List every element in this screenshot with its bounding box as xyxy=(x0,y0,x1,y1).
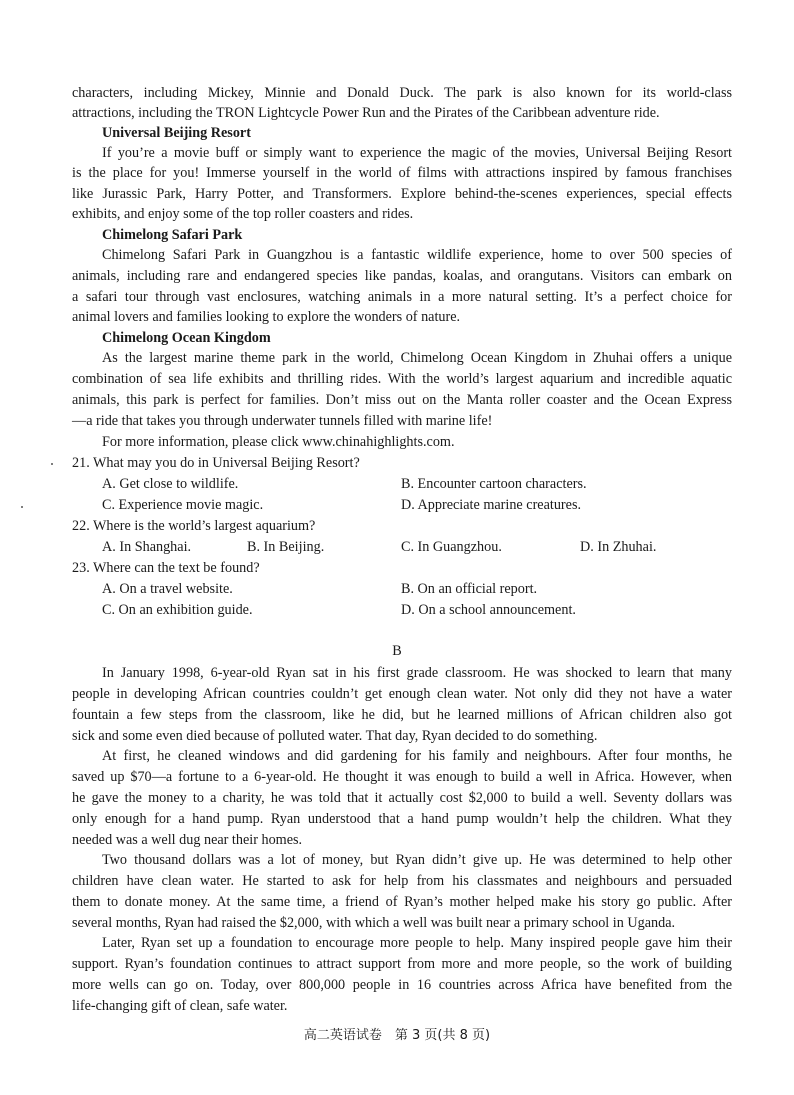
universal-text-line: exhibits, and enjoy some of the top roller coasters and rides. xyxy=(72,206,414,222)
passage-b-line: Two thousand dollars was a lot of money, but Ryan didn’t give up. He was determined to help other xyxy=(102,852,732,868)
question-23-option-b[interactable]: B. On an official report. xyxy=(401,581,538,597)
passage-b-line: fountain a few steps from the classroom, like he did, but he learned millions of African children also got xyxy=(72,707,732,723)
passage-b-line: several months, Ryan had raised the $2,000, with which a well was built near a primary school in Uganda. xyxy=(72,915,676,931)
scan-dot xyxy=(51,463,53,465)
passage-b-line: needed was a well dug near their homes. xyxy=(72,832,303,848)
section-heading-ocean: Chimelong Ocean Kingdom xyxy=(102,330,271,346)
passage-b-line: sick and some even died because of polluted water. That day, Ryan decided to do something. xyxy=(72,728,598,744)
question-21-option-c[interactable]: C. Experience movie magic. xyxy=(102,497,264,513)
page-footer: 高二英语试卷 第 3 页(共 8 页) xyxy=(303,1028,491,1043)
universal-text-line: like Jurassic Park, Harry Potter, and Transformers. Explore behind-the-scenes experiences, special effects xyxy=(72,186,732,202)
safari-text-line: Chimelong Safari Park in Guangzhou is a fantastic wildlife experience, home to over 500 species of xyxy=(102,247,732,263)
question-21-option-a[interactable]: A. Get close to wildlife. xyxy=(102,476,239,492)
question-22-option-a[interactable]: A. In Shanghai. xyxy=(102,539,192,555)
safari-text-line: animal lovers and families looking to explore the wonders of nature. xyxy=(72,309,461,325)
question-21-option-d[interactable]: D. Appreciate marine creatures. xyxy=(401,497,582,513)
passage-b-line: Later, Ryan set up a foundation to encourage more people to help. Many inspired people gave him their xyxy=(102,935,732,951)
passage-b-line: more wells can go on. Today, over 800,000 people in 16 countries across Africa have benefited from the xyxy=(72,977,732,993)
question-21-option-b[interactable]: B. Encounter cartoon characters. xyxy=(401,476,587,492)
safari-text-line: a safari tour through vast enclosures, watching animals in a more natural setting. It’s a perfect choice for xyxy=(72,289,732,305)
section-heading-safari: Chimelong Safari Park xyxy=(102,227,243,243)
question-23-option-d[interactable]: D. On a school announcement. xyxy=(401,602,576,618)
ocean-text-line: As the largest marine theme park in the world, Chimelong Ocean Kingdom in Zhuhai offers a unique xyxy=(102,350,732,366)
passage-b-line: people in developing African countries couldn’t get enough clean water. Not only did they not have a water xyxy=(72,686,732,702)
question-22-stem: 22. Where is the world’s largest aquarium? xyxy=(72,518,316,534)
universal-text-line: If you’re a movie buff or simply want to experience the magic of the movies, Universal Beijing Resort xyxy=(102,145,732,161)
ocean-text-line: animals, this park is perfect for families. Don’t miss out on the Manta roller coaster and the Ocean Express xyxy=(72,392,732,408)
universal-text-line: is the place for you! Immerse yourself in the world of films with attractions inspired by famous franchises xyxy=(72,165,732,181)
passage-a-intro-line: characters, including Mickey, Minnie and Donald Duck. The park is also known for its world-class xyxy=(72,85,732,101)
more-info-link-text: For more information, please click www.chinahighlights.com. xyxy=(102,434,455,450)
question-21-stem: 21. What may you do in Universal Beijing Resort? xyxy=(72,455,360,471)
passage-b-line: support. Ryan’s foundation continues to attract support from more and more people, so the work of building xyxy=(72,956,732,972)
passage-b-line: life-changing gift of clean, safe water. xyxy=(72,998,288,1014)
passage-b-line: saved up $70—a fortune to a 6-year-old. He thought it was enough to build a well in Africa. However, when xyxy=(72,769,732,785)
question-23-stem: 23. Where can the text be found? xyxy=(72,560,260,576)
ocean-text-line: combination of sea life exhibits and thrilling rides. With the world’s largest aquarium and incredible aquatic xyxy=(72,371,732,387)
passage-b-line: children have clean water. He started to ask for help from his classmates and neighbours and persuaded xyxy=(72,873,732,889)
passage-b-line: At first, he cleaned windows and did gardening for his family and neighbours. After four months, he xyxy=(102,748,732,764)
passage-a-intro-line: attractions, including the TRON Lightcycle Power Run and the Pirates of the Caribbean adventure ride. xyxy=(72,105,660,121)
passage-b-line: he gave the money to a charity, he was told that it actually cost $2,000 to build a well. Seventy dollars was xyxy=(72,790,732,806)
ocean-text-line: —a ride that takes you through underwater tunnels filled with marine life! xyxy=(72,413,493,429)
question-22-option-c[interactable]: C. In Guangzhou. xyxy=(401,539,502,555)
question-23-option-a[interactable]: A. On a travel website. xyxy=(102,581,233,597)
passage-b-line: only enough for a hand pump. Ryan understood that a hand pump wouldn’t help the children. What they xyxy=(72,811,732,827)
question-22-option-d[interactable]: D. In Zhuhai. xyxy=(580,539,657,555)
question-23-option-c[interactable]: C. On an exhibition guide. xyxy=(102,602,253,618)
safari-text-line: animals, including rare and endangered species like pandas, koalas, and orangutans. Visitors can embark on xyxy=(72,268,732,284)
passage-b-line: them to donate money. At the same time, a friend of Ryan’s mother helped make his story go public. After xyxy=(72,894,732,910)
scan-dot xyxy=(21,506,23,508)
question-22-option-b[interactable]: B. In Beijing. xyxy=(247,539,325,555)
passage-b-label: B xyxy=(392,643,402,659)
section-heading-universal: Universal Beijing Resort xyxy=(102,125,251,141)
passage-b-line: In January 1998, 6-year-old Ryan sat in his first grade classroom. He was shocked to learn that many xyxy=(102,665,732,681)
